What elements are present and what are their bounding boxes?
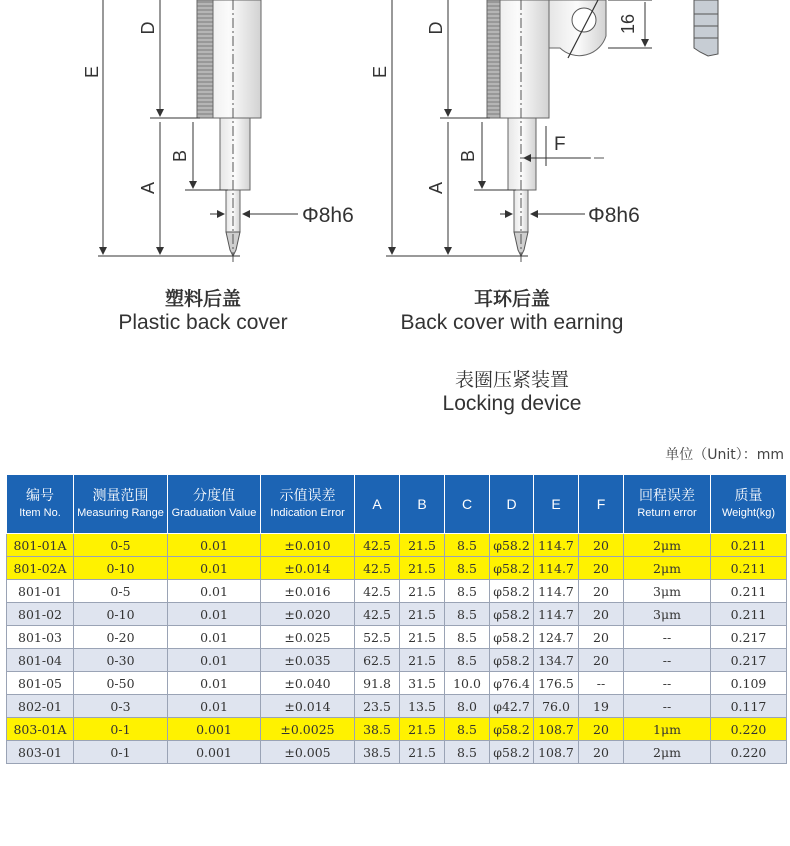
column-header [7, 475, 74, 534]
technical-drawing [0, 0, 790, 300]
caption-cn: 耳环后盖 [473, 288, 550, 310]
table-cell: 0.001 [168, 741, 261, 764]
label-B: B [170, 149, 190, 163]
table-cell: φ42.7 [490, 695, 534, 718]
header-en: Measuring Range [77, 507, 164, 519]
table-cell: 0-3 [74, 695, 168, 718]
table-cell: 801-04 [7, 649, 74, 672]
table-cell: 0.01 [168, 580, 261, 603]
table-cell: 801-01 [7, 580, 74, 603]
table-cell: φ58.2 [490, 741, 534, 764]
table-row [7, 649, 787, 672]
table-cell: 114.7 [534, 534, 579, 557]
table-cell: 803-01 [7, 741, 74, 764]
bezel-knurl [197, 0, 213, 118]
table-cell: 20 [579, 534, 624, 557]
stem [220, 118, 250, 190]
header-cn: A [372, 496, 382, 512]
table-cell: ±0.040 [261, 672, 355, 695]
table-row [7, 626, 787, 649]
label-A: A [138, 181, 158, 195]
table-cell: 42.5 [355, 557, 400, 580]
table-cell: 42.5 [355, 603, 400, 626]
table-cell: 0.220 [711, 718, 787, 741]
header-cn: 测量范围 [92, 487, 149, 503]
table-cell: ±0.014 [261, 557, 355, 580]
table-cell: 0.01 [168, 534, 261, 557]
column-header [711, 475, 787, 534]
table-cell: 23.5 [355, 695, 400, 718]
column-header [445, 475, 490, 534]
table-cell: 38.5 [355, 718, 400, 741]
table-cell: 20 [579, 626, 624, 649]
table-cell: 13.5 [400, 695, 445, 718]
table-cell: 8.5 [445, 534, 490, 557]
drawing-back-cover-earring [370, 0, 652, 262]
table-cell: 0-5 [74, 534, 168, 557]
table-cell: 801-03 [7, 626, 74, 649]
table-cell: 21.5 [400, 580, 445, 603]
table-cell: ±0.0025 [261, 718, 355, 741]
column-header [534, 475, 579, 534]
table-cell: 0.211 [711, 557, 787, 580]
table-cell: 10.0 [445, 672, 490, 695]
table-cell: 0-1 [74, 718, 168, 741]
table-cell: ±0.016 [261, 580, 355, 603]
header-en: Graduation Value [171, 507, 257, 519]
table-cell: 0.001 [168, 718, 261, 741]
table-cell: φ58.2 [490, 626, 534, 649]
table-cell: 20 [579, 580, 624, 603]
table-cell: 0.01 [168, 649, 261, 672]
column-header [400, 475, 445, 534]
label-B: B [458, 149, 478, 163]
table-cell: -- [624, 649, 711, 672]
table-cell: 3μm [624, 603, 711, 626]
header-cn: F [596, 496, 606, 512]
table-cell: 124.7 [534, 626, 579, 649]
table-cell: 19 [579, 695, 624, 718]
header-cn: 示值误差 [279, 487, 336, 503]
label-E: E [82, 65, 102, 79]
table-cell: 801-01A [7, 534, 74, 557]
bezel-knurl [487, 0, 500, 118]
table-cell: 8.5 [445, 580, 490, 603]
table-cell: 0-50 [74, 672, 168, 695]
table-cell: 108.7 [534, 741, 579, 764]
caption-en: Plastic back cover [118, 311, 288, 334]
table-cell: φ58.2 [490, 557, 534, 580]
table-cell: 8.5 [445, 626, 490, 649]
header-en: Return error [637, 507, 697, 519]
table-cell: 2μm [624, 557, 711, 580]
header-en: Item No. [19, 507, 61, 519]
caption-en: Back cover with earning [400, 311, 624, 334]
stem [508, 118, 536, 190]
table-row [7, 534, 787, 557]
table-cell: 114.7 [534, 557, 579, 580]
table-cell: 0.01 [168, 603, 261, 626]
table-cell: 0-20 [74, 626, 168, 649]
table-cell: 802-01 [7, 695, 74, 718]
table-cell: 42.5 [355, 534, 400, 557]
table-cell: φ58.2 [490, 718, 534, 741]
table-cell: 21.5 [400, 603, 445, 626]
table-cell: 62.5 [355, 649, 400, 672]
table-cell: 52.5 [355, 626, 400, 649]
label-D: D [426, 21, 446, 35]
caption-cn: 表圈压紧装置 [454, 369, 569, 391]
table-cell: 0.217 [711, 649, 787, 672]
table-cell: 2μm [624, 534, 711, 557]
table-cell: 91.8 [355, 672, 400, 695]
spec-table [6, 474, 787, 764]
table-cell: 0.211 [711, 580, 787, 603]
label-F: F [554, 134, 566, 155]
table-cell: 8.5 [445, 603, 490, 626]
header-cn: E [551, 496, 561, 512]
column-header [490, 475, 534, 534]
table-cell: 114.7 [534, 580, 579, 603]
table-cell: 8.5 [445, 718, 490, 741]
column-header [624, 475, 711, 534]
table-cell: 0.01 [168, 672, 261, 695]
label-A: A [426, 181, 446, 195]
table-row [7, 557, 787, 580]
table-cell: 0-5 [74, 580, 168, 603]
table-cell: 0-10 [74, 557, 168, 580]
table-cell: 803-01A [7, 718, 74, 741]
header-cn: 分度值 [193, 487, 235, 503]
locking-clamp [694, 0, 718, 56]
table-cell: 0.109 [711, 672, 787, 695]
table-cell: -- [624, 695, 711, 718]
table-cell: 8.5 [445, 649, 490, 672]
table-cell: 1μm [624, 718, 711, 741]
table-cell: 21.5 [400, 557, 445, 580]
table-cell: 3μm [624, 580, 711, 603]
table-cell: φ58.2 [490, 534, 534, 557]
column-header [579, 475, 624, 534]
table-cell: 801-02 [7, 603, 74, 626]
table-cell: 0.211 [711, 603, 787, 626]
header-en: Weight(kg) [722, 507, 775, 519]
label-D: D [138, 21, 158, 35]
drawing-plastic-back-cover [82, 0, 354, 262]
table-cell: 20 [579, 649, 624, 672]
label-stem-dia: Φ8h6 [588, 204, 640, 227]
table-cell: 114.7 [534, 603, 579, 626]
header-en: Indication Error [270, 507, 345, 519]
table-row [7, 718, 787, 741]
caption-cn: 塑料后盖 [164, 288, 241, 310]
table-cell: -- [624, 626, 711, 649]
table-cell: ±0.010 [261, 534, 355, 557]
table-cell: 0-30 [74, 649, 168, 672]
unit-note: 单位（Unit）：mm [665, 447, 784, 463]
column-header [168, 475, 261, 534]
table-cell: 20 [579, 557, 624, 580]
table-cell: 801-02A [7, 557, 74, 580]
header-cn: C [461, 496, 473, 512]
table-cell: φ58.2 [490, 580, 534, 603]
label-stem-dia: Φ8h6 [302, 204, 354, 227]
table-row [7, 580, 787, 603]
header-cn: D [506, 496, 517, 512]
table-cell: 176.5 [534, 672, 579, 695]
table-row [7, 603, 787, 626]
table-cell: ±0.035 [261, 649, 355, 672]
header-cn: 编号 [26, 487, 54, 503]
table-row [7, 672, 787, 695]
table-row [7, 741, 787, 764]
table-cell: ±0.014 [261, 695, 355, 718]
table-cell: 0.01 [168, 695, 261, 718]
label-lug: 16 [618, 13, 638, 35]
table-cell: 21.5 [400, 534, 445, 557]
table-cell: 20 [579, 741, 624, 764]
table-cell: 0.217 [711, 626, 787, 649]
caption-back-cover-earring [362, 284, 662, 335]
drawing-locking-device [694, 0, 718, 56]
column-header [74, 475, 168, 534]
table-cell: -- [624, 672, 711, 695]
table-cell: φ58.2 [490, 603, 534, 626]
table-cell: 0.220 [711, 741, 787, 764]
label-E: E [370, 65, 390, 79]
table-body [7, 534, 787, 764]
table-cell: 0.117 [711, 695, 787, 718]
table-cell: 21.5 [400, 649, 445, 672]
table-cell: 0-10 [74, 603, 168, 626]
table-cell: 21.5 [400, 626, 445, 649]
caption-locking-device [362, 365, 662, 416]
table-cell: 108.7 [534, 718, 579, 741]
table-cell: -- [579, 672, 624, 695]
table-header-row [7, 475, 787, 534]
column-header [261, 475, 355, 534]
column-header [355, 475, 400, 534]
table-cell: ±0.025 [261, 626, 355, 649]
header-cn: 回程误差 [639, 487, 695, 503]
table-cell: 0.01 [168, 557, 261, 580]
table-cell: 2μm [624, 741, 711, 764]
table-cell: 21.5 [400, 718, 445, 741]
header-cn: 质量 [734, 487, 763, 503]
table-cell: 134.7 [534, 649, 579, 672]
table-cell: 8.0 [445, 695, 490, 718]
table-cell: φ58.2 [490, 649, 534, 672]
table-cell: 76.0 [534, 695, 579, 718]
table-cell: ±0.005 [261, 741, 355, 764]
table-cell: 31.5 [400, 672, 445, 695]
table-cell: ±0.020 [261, 603, 355, 626]
table-cell: 0-1 [74, 741, 168, 764]
table-cell: 0.01 [168, 626, 261, 649]
caption-en: Locking device [442, 392, 582, 415]
table-cell: 801-05 [7, 672, 74, 695]
table-cell: 8.5 [445, 741, 490, 764]
table-cell: 0.211 [711, 534, 787, 557]
table-cell: 20 [579, 718, 624, 741]
table-cell: 8.5 [445, 557, 490, 580]
table-cell: 38.5 [355, 741, 400, 764]
table-cell: 42.5 [355, 580, 400, 603]
table-cell: φ76.4 [490, 672, 534, 695]
header-cn: B [417, 496, 427, 512]
table-cell: 21.5 [400, 741, 445, 764]
table-cell: 20 [579, 603, 624, 626]
table-row [7, 695, 787, 718]
caption-plastic-back-cover [53, 284, 353, 335]
